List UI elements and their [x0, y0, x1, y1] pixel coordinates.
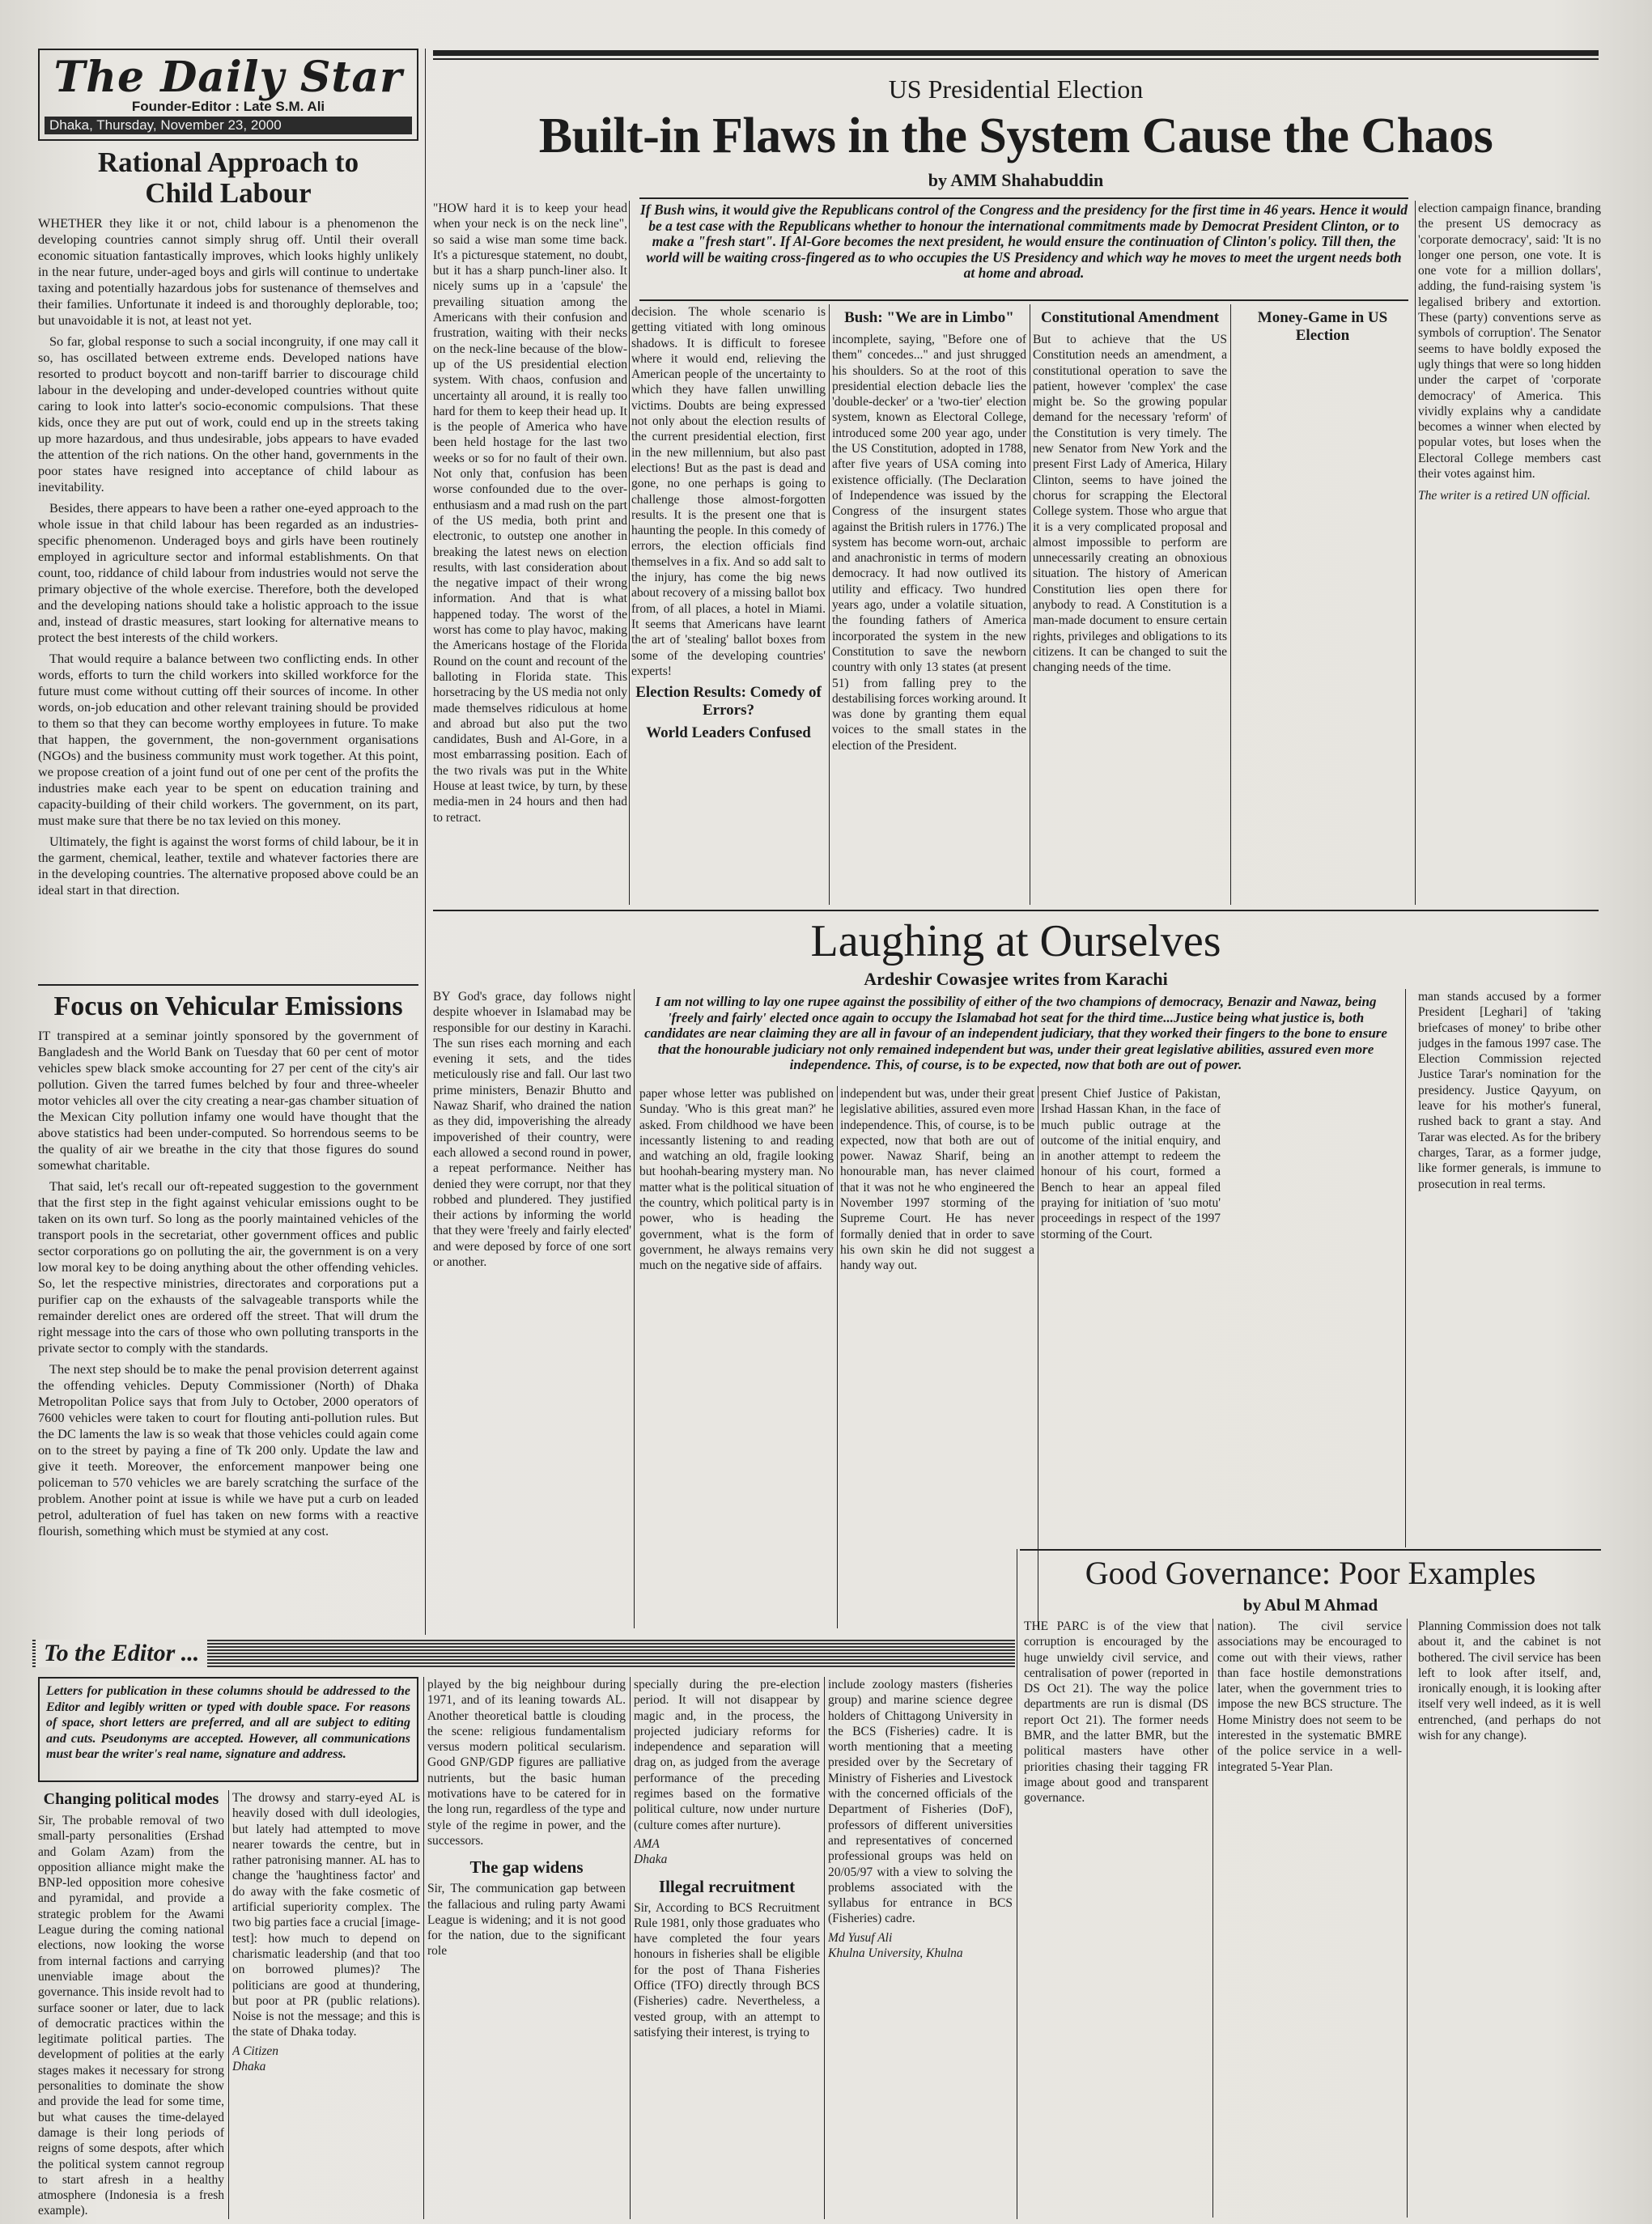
- column-divider-vertical: [228, 1790, 229, 2219]
- section-divider: [1020, 1549, 1601, 1551]
- second-col3-text: independent but was, under their great legislative abilities, assured even more independence. This, of course, is to be expected, now that both are out of power. Nawaz Sharif, being an honourable man, has never claimed that it was not he who engineered the November 1997 storming of the Supreme Court. He has never formally denied that in order to save his own skin he did not suggest a handy way out.: [840, 1087, 1034, 1273]
- letter-body: specially during the pre-election period. It will not disappear by magic and, in the process, the projected judiciary reforms for independence and separation will drag on, as judged from the average performance of the preceding regimes based on the formative political culture, now under nurture (culture comes after nurture).: [634, 1678, 820, 1832]
- column-divider-vertical: [1230, 304, 1231, 905]
- letter-signature: A Citizen: [232, 2044, 278, 2058]
- editorial-paragraph: That said, let's recall our oft-repeated suggestion to the government that the first step in the fight against vehicular emissions ought to be taken on its own turf. So long as the poorly maintained vehicles of the transport pools in the secretariat, other government offices and public sector corporations go on polluting the air, the government is on a very low moral key to be doing anything about the other offending vehicles. So, let the respective ministries, directorates and corporations put a purifier cap on the exhausts of the salvageable transports while the remainder derelict ones are ordered off the street. That will drum the right message into the cars of those who own polluting transports in the private sector to comply with the standards.: [38, 1178, 418, 1356]
- letter-2: [427, 1677, 626, 2219]
- letter-1: [38, 1790, 224, 2219]
- editorial-paragraph: Besides, there appears to have been a rather one-eyed approach to the whole issue in that child labour has been regarded as an industries-specific phenomenon. Underaged boys and girls have been routinely employed in agriculture sector and informal establishments. On that count, too, riddance of child labour from industries would not serve the primary objective of the whole exercise. Therefore, both the developed and the developing nations should take a holistic approach to the issue and, instead of drastic measures, start looking for alternative means to protect the best interests of the child workers.: [38, 500, 418, 645]
- letters-notice-box: [38, 1677, 418, 1782]
- letter-body: include zoology masters (fisheries group) and marine science degree holders of Chittagong University in the BCS (Fisheries) cadre. It is worth mentioning that a meeting presided over by the Secretary of Ministry of Fisheries and Livestock with the concerned officials of the Department of Fisheries (DoF), professors of different universities and representatives of concerned professional groups was held on 20/05/97 with a view to solving the problems associated with the syllabus for entrance in BCS (Fisheries) cadre.: [828, 1678, 1013, 1926]
- lead-subhead: Election Results: Comedy of Errors?: [635, 684, 822, 719]
- column-divider-vertical: [837, 1086, 838, 1628]
- lead-column-2: [631, 304, 826, 905]
- column-divider-vertical: [423, 1677, 424, 2219]
- column-divider: [38, 984, 418, 986]
- third-column-2: [1217, 1619, 1402, 2218]
- second-headline: Laughing at Ourselves: [810, 916, 1221, 966]
- second-col4-text: present Chief Justice of Pakistan, Irshad Hassan Khan, in the face of much public outrage at the outcome of the initial enquiry, and in another attempt to redeem the honour of his court, formed a Bench to hear an appeal filed praying for initiation of 'suo motu' proceedings in respect of the 1997 storming of the Court.: [1041, 1087, 1221, 1241]
- letter-body: Sir, According to BCS Recruitment Rule 1981, only those graduates who have completed the four years honours in fisheries shall be eligible for the post of Thana Fisheries Office (TFO) directly through BCS (Fisheries) cadre. Nevertheless, a vested group, with an attempt to satisfying their interest, is trying to: [634, 1900, 820, 2039]
- lead-subhead: Bush: "We are in Limbo": [844, 309, 1014, 326]
- second-column-1: [433, 989, 631, 1628]
- editorial-child-labour: [38, 147, 418, 993]
- letter-signature: AMA: [634, 1836, 660, 1851]
- lead-subhead: Money-Game in US Election: [1257, 309, 1388, 344]
- second-col2-text: paper whose letter was published on Sunday. 'Who is this great man?' he asked. From childhood we have been incessantly listening to and reading and watching an old, fragile looking but hoohah-bearing mystery man. No matter what is the political situation of the country, which political party is in power, who is heading the government, what is the form of government, he always remains very much on the negative side of affairs.: [639, 1087, 834, 1273]
- lead-byline: by AMM Shahabuddin: [928, 170, 1104, 190]
- letters-header: To the Editor ...: [36, 1640, 207, 1667]
- letter-body: The drowsy and starry-eyed AL is heavily dosed with dull ideologies, but lately had attempted to move nearer towards the centre, but in rather patronising manner. AL has to change the 'haughtiness factor' and do away with the fake cosmetic of artificial superiority complex. The two big parties face a crucial [image-test]: how much to depend on charismatic leadership (and that too on borrowed plumes)? The politicians are good at thundering, but poor at PR (public relations). Noise is not the message; and this is the state of Dhaka today.: [232, 1791, 420, 2039]
- lead-column-1: [433, 201, 627, 905]
- third-col3-text: Planning Commission does not talk about it, and the cabinet is not bothered. The civil service has been left to look after itself, and, ironically enough, it is looking after itself very well indeed, as it is well entrenched, (and perhaps do not wish for any change).: [1418, 1619, 1601, 1743]
- lead-signoff: The writer is a retired UN official.: [1418, 489, 1590, 503]
- editorial-paragraph: The next step should be to make the penal provision deterrent against the offending vehicles. Deputy Commissioner (North) of Dhaka Metropolitan Police says that from July to October, 2000 operators of 7600 vehicles were taken to court for flouting anti-pollution rules. But the DC laments the law is so weak that those vehicles could again come on to the street by paying a fine of Tk 200 only. Update the law and give it teeth. Moreover, the enforcement manpower being one policeman to 570 vehicles we are barely scratching the surface of the problem. Another point at issue is while we have put a curb on leaded petrol, adulteration of fuel has taken on new forms with a reactive flourish, something which must be stymied at any cost.: [38, 1361, 418, 1539]
- column-divider-vertical: [1212, 1619, 1213, 2218]
- column-divider-vertical: [629, 201, 630, 905]
- letter-title: The gap widens: [469, 1857, 584, 1878]
- editorial-vehicular-emissions: [38, 991, 418, 1630]
- second-column-6: [1418, 989, 1601, 1547]
- editorial-title: Rational Approach to Child Labour: [97, 147, 359, 209]
- section-divider: [433, 910, 1599, 911]
- lead-column-5: [1234, 304, 1412, 905]
- letter-place: Dhaka: [232, 2060, 266, 2074]
- letter-place: Khulna University, Khulna: [828, 1946, 963, 1961]
- letter-title: Illegal recruitment: [658, 1876, 796, 1896]
- lead-deck-rule: [639, 299, 1408, 301]
- lead-column-4: [1033, 304, 1227, 905]
- lead-column-6: [1418, 201, 1601, 905]
- second-column-3: [840, 1086, 1034, 1628]
- dateline: Dhaka, Thursday, November 23, 2000: [45, 117, 412, 134]
- column-divider-vertical: [634, 989, 635, 1628]
- second-column-2: [639, 1086, 834, 1628]
- editorial-paragraph: WHETHER they like it or not, child labour is a phenomenon the developing countries cannot simply shrug off. Until their overall economic situation fantastically improves, which looks highly unlikely in the near future, under-aged boys and girls will continue to undertake taxing and potentially hazardous jobs for sustenance of themselves and their families. Unfortunate it indeed is and thoroughly deplorable, too; but unavoidable it is not, at least not yet.: [38, 215, 418, 328]
- third-column-3: [1418, 1619, 1601, 2218]
- founder-editor: Founder-Editor : Late S.M. Ali: [131, 99, 325, 114]
- lead-col1-text: "HOW hard it is to keep your head when your neck is on the neck line", so said a wise man some time back. It's a picturesque statement, no doubt, but it has a sharp punch-liner also. It nicely sums up in a 'capsule' the prevailing situation among the Americans with their confusion and frustration, waiting with their necks on the neck-line because of the blow-up of the US presidential election system. With chaos, confusion and uncertainty all around, it is really too hard for them to keep their head up. It is the people of America who have been held hostage for the last two weeks or so for no fault of their own. Not only that, confusion has been worse confounded due to the over-enthusiasm and a mad rush on the part of the US media, both print and electronic, to outstep one another in breaking the latest news on election results, with last consideration about the negative impact of their wrong information. And that is what happened today. The worst of the worst has come to play havoc, making the Americans hostage of the Florida Round on the count and recount of the balloting in Florida state. This horsetracing by the US media not only made themselves ridiculous at home and abroad but also put the two candidates, Bush and Al-Gore, in a most embarrassing position. Each of the two rivals was put in the White House at least twice, by turn, by these media-men in 24 hours and then had to retract.: [433, 202, 627, 825]
- second-col6-text: man stands accused by a former President [Leghari] of 'taking briefcases of money' to bribe other judges in the famous 1997 case. The Election Commission rejected Justice Tarar's nomination for the presidency. Justice Qayyum, on leave for his mother's funeral, rushed back to grant a stay. And Tarar was elected. As for the bribery charges, Tarar, as a former judge, like former generals, is immune to prosecution in real terms.: [1418, 990, 1601, 1191]
- editorial-title: Focus on Vehicular Emissions: [53, 991, 403, 1021]
- letter-body: Sir, The probable removal of two small-party personalities (Ershad and Golam Azam) from the opposition alliance might make the BNP-led opposition more cohesive and pyramidal, and provide a strategic problem for the Awami League during the coming national elections, now looking the worse from internal factions and carrying unenviable image about the governance. This inside revolt had to surface sooner or later, due to lack of democratic practices within the legitimate political parties. The development of polities at the early stages makes it necessary for strong personalities to dominate the show and provide the lead for some time, but what causes the time-delayed damage is their long periods of reigns of some despots, after which the political system cannot regroup to start afresh in a healthy atmosphere (Indonesia is a fresh example).: [38, 1814, 224, 2218]
- letter-4: [828, 1677, 1013, 2219]
- letters-notice: Letters for publication in these columns should be addressed to the Editor and legibly written or typed with double space. For reasons of space, short letters are preferred, and all are subject to editing and cuts. Pseudonyms are accepted. However, all communications must bear the writer's real name, signature and address.: [46, 1684, 410, 1761]
- letter-1-continued: [232, 1790, 420, 2219]
- lead-deck-rule: [639, 197, 1408, 199]
- lead-subhead: World Leaders Confused: [646, 724, 811, 742]
- editorial-paragraph: IT transpired at a seminar jointly sponsored by the government of Bangladesh and the World Bank on Tuesday that 60 per cent of motor vehicles spew black smoke accounting for 27 per cent of the city's air pollution. Given the tarred fumes belched by four and three-wheeler motor vehicles all over the city creating a near-gas chamber situation of the Mexican City pollution infamy one would have thought that the above statistics had been under-computed. So horrendous seems to be the quality of air we breathe in the city that those figures do sound somewhat charitable.: [38, 1028, 418, 1173]
- third-byline: by Abul M Ahmad: [1242, 1595, 1378, 1615]
- third-headline: Good Governance: Poor Examples: [1085, 1555, 1536, 1591]
- editorial-paragraph: Ultimately, the fight is against the worst forms of child labour, be it in the garment, chemical, leather, textile and whatever factories there are in the developing countries. The alternative proposed above could be an ideal start in that direction.: [38, 834, 418, 898]
- letter-place: Dhaka: [634, 1853, 668, 1867]
- column-divider-vertical: [425, 49, 426, 1635]
- lead-deck: If Bush wins, it would give the Republicans control of the Congress and the presidency for the first time in 46 years. Hence it would be a test case with the Republicans whether to honour the international commitments made by Democrat President Clinton, or to make a "fresh start". If Al-Gore becomes the next president, he would ensure the continuation of Clinton's policy. Till then, the world will be waiting cross-fingered as to who occupies the US Presidency and which way he moves to meet the urgent needs both at home and abroad.: [640, 202, 1408, 281]
- lead-col3-text: incomplete, saying, "Before one of them" concedes..." and just shrugged his shoulders. So at the root of this presidential election debacle lies the 'double-decker' or a 'two-tier' election system, known as Electoral College, introduced some 200 year ago, under the US Constitution, adopted in 1788, after five years of USA coming into existence officially. (The Declaration of Independence was issued by the Congress of the insurgent states against the British rulers in 1776.) The system has become worn-out, archaic and anachronistic in terms of modern democracy. It had now outlived its utility and efficacy. Two hundred years ago, under a volatile situation, the founding fathers of America incorporated the system in the new Constitution to save the newborn country with only 13 states (at present 51) from falling prey to the destabilising forces working around. It was done by granting them equal voices to the small states in the election of the President.: [832, 333, 1026, 753]
- column-divider-vertical: [1407, 1619, 1408, 2218]
- third-col1-text: THE PARC is of the view that corruption is encouraged by the huge unwieldy civil service, and centralisation of power (reported in DS Oct 21). The way the police departments are run is dismal (DS report Oct 21). The former needs BMR, and the latter BMR, but the political masters have other priorities chasing their tagging FR image about good and transparent governance.: [1024, 1619, 1208, 1806]
- column-divider-vertical: [1415, 201, 1416, 905]
- letter-body: Sir, The communication gap between the fallacious and ruling party Awami League is widening; and it is not good for the nation, due to the significant role: [427, 1882, 626, 1959]
- column-divider-vertical: [824, 1677, 825, 2219]
- letter-body: played by the big neighbour during 1971, and of its leaning towards AL. Another theoretical battle is clouding the scene: religious fundamentalism versus modern political secularism. Good GNP/GDP figures are palliative nutrients, but the basic human motivations have to be catered for in the long run, regardless of the type and style of the regime in power, and the successors.: [427, 1678, 626, 1848]
- lead-top-rule: [433, 50, 1599, 56]
- third-col2-text: nation). The civil service associations may be encouraged to come out with their views, rather than face hostile demonstrations later, when the government tries to impose the new BCS structure. The Home Ministry does not seem to be interested in the systematic BMRE of the police service in a well-integrated 5-Year Plan.: [1217, 1619, 1402, 1774]
- letter-signature: Md Yusuf Ali: [828, 1930, 893, 1945]
- editorial-paragraph: That would require a balance between two conflicting ends. In other words, efforts to turn the child workers into skilled workforce for the future must come without cutting off their sources of income. In other words, on-job education and other relevant training should be provided to them so that they can become worthy employees in future. To make that happen, the government, the non-government organisations (NGOs) and the business community must work together. At this point, we propose creation of a joint fund out of one per cent of the profits the industries make each year to be spent on education training and capacity-building of their child workers. The government, on its part, must make sure that there be no tax levied on this money.: [38, 651, 418, 828]
- letter-3: [634, 1677, 820, 2219]
- masthead-box: [38, 49, 418, 141]
- second-deck: I am not willing to lay one rupee against the possibility of either of the two champions of democracy, Benazir and Nawaz, being 'freely and fairly' elected once again to occupy the Islamabad hot seat for the third time...Justice being what justice is, both candidates are near claiming they are all in favour of an independent judiciary, that they worked their fingers to the bone to ensure that the honourable judiciary not only remained independent but was, under their great legislative abilities, assured even more independence. This, of course, is to be expected, now that both are out of power.: [644, 994, 1387, 1072]
- lead-col6-text: election campaign finance, branding the present US democracy as 'corporate democracy', said: 'It is no longer one person, one vote. It is one vote for a million dollars', adding, the fund-raising system 'is legalised bribery and extortion. These (party) conventions serve as symbols of corruption'. The Senator seems to have boldly exposed the ugly things that were so long hidden under the carpet of 'corporate democracy' of America. This vividly explains why a candidate becomes a winner when elected by popular votes, but loses when the Electoral College members cast their votes against him.: [1418, 202, 1601, 482]
- lead-top-rule-thin: [433, 58, 1599, 60]
- column-divider-vertical: [630, 1677, 631, 2219]
- letter-title: Changing political modes: [43, 1790, 219, 1808]
- lead-col2-text: decision. The whole scenario is getting vitiated with long ominous shadows. It is difficult to foresee where it would end, relieving the American people of the uncertainty to which they have fallen unwilling victims. Doubts are being expressed not only about the election results of the current presidential election, first in the new millennium, but also past elections! But as the past is dead and gone, no one perhaps is going to challenge those almost-forgotten results. It is the present one that is haunting the people. In this comedy of errors, the election officials find themselves in a fix. And so add salt to the injury, has come the big news about recovery of a missing ballot box from, of all places, a hotel in Miami. It seems that Americans have learnt the art of 'stealing' ballot boxes from some of the developing countries' experts!: [631, 305, 826, 678]
- masthead-logo: The Daily Star: [53, 53, 403, 102]
- second-col1-text: BY God's grace, day follows night despite whoever in Islamabad may be responsible for our destiny in Karachi. The sun rises each morning and each evening it sets, and the tides meticulously rise and fall. Our last two prime ministers, Benazir Bhutto and Nawaz Sharif, who drained the nation as they did, impoverishing the already impoverished of their country, were each allowed a second round in power, a repeat performance. Neither has denied they were corrupt, nor that they robbed and plundered. They justified their actions by informing the world that they were 'freely and fairly elected' and were deposed by force of one sort or another.: [433, 990, 631, 1270]
- editorial-paragraph: So far, global response to such a social incongruity, if one may call it so, has oscillated between extreme ends. Developed nations have resorted to product boycott and non-tariff barrier to discourage child labour in the developing and under-developed countries without quite caring to look into latter's socio-economic compulsions. That these kids, once they are put out of work, could end up in the streets taking up more hazardous, and thus undesirable, jobs appears to have evaded the attention of the rich nations. On the other hand, governments in the poor states have resigned into acceptance of child labour as inevitability.: [38, 333, 418, 494]
- lead-col4-text: But to achieve that the US Constitution needs an amendment, a constitutional operation to save the patient, however 'complex' the case might be. So the growing popular demand for the necessary 'reform' of the Constitution is very timely. The new Senator from New York and the present First Lady of America, Hilary Clinton, seems to have joined the chorus for scrapping the Electoral College system. Those who argue that it is a very complicated proposal and almost impossible to perform are unnecessarily creating an obnoxious situation. The history of American Constitution lies open there for anybody to read. A Constitution is a man-made document to ensure certain rights, privileges and obligations to its citizens. It can be changed to suit the changing needs of the time.: [1033, 333, 1227, 675]
- letters-header-band: [32, 1640, 1015, 1667]
- column-divider-vertical: [1405, 989, 1406, 1547]
- column-divider-vertical: [829, 304, 830, 905]
- lead-kicker: US Presidential Election: [888, 74, 1144, 104]
- third-column-1: [1024, 1619, 1208, 2218]
- lead-column-3: [832, 304, 1026, 905]
- second-byline: Ardeshir Cowasjee writes from Karachi: [864, 969, 1168, 989]
- lead-headline: Built-in Flaws in the System Cause the Chaos: [538, 108, 1493, 163]
- second-column-4: [1041, 1086, 1221, 1547]
- lead-subhead: Constitutional Amendment: [1040, 309, 1220, 326]
